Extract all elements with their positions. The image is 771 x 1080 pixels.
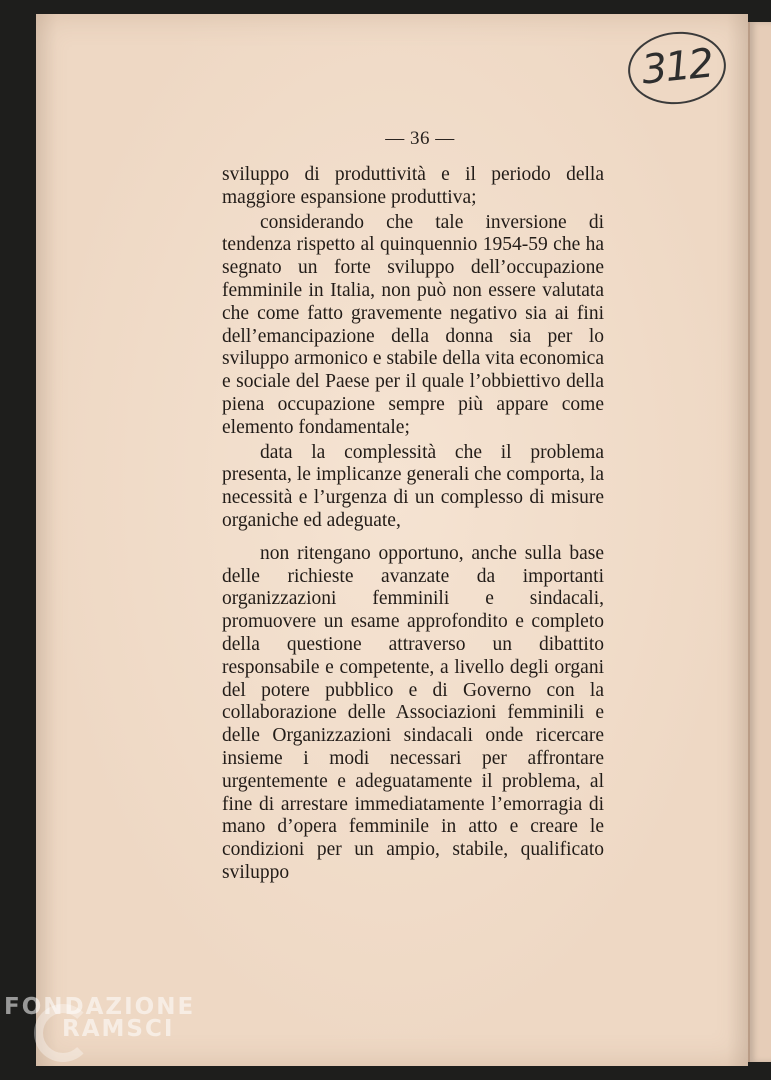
page-number: — 36 — bbox=[385, 128, 455, 149]
next-page-edge bbox=[748, 22, 771, 1062]
watermark-g-mark bbox=[34, 1004, 92, 1062]
archive-number-stamp: 312 bbox=[625, 27, 730, 109]
paragraph-2: considerando che tale inversione di tendenza rispetto al quinquennio 1954-59 che ha segnato un forte sviluppo dell’occupazione femminile in Italia, non può non essere valutata che come fatto gravemente negativo sia ai fini dell’emancipazione della donna sia per lo sviluppo armonico e stabile della vita economica e sociale del Paese per il quale l’obbiettivo della piena occupazione sempre più appare come elemento fondamentale; bbox=[222, 211, 604, 438]
watermark-line-1: FONDAZIONE bbox=[4, 994, 196, 1020]
watermark-logo bbox=[4, 996, 195, 1041]
watermark-line-2: RAMSCI bbox=[62, 1016, 175, 1042]
body-text bbox=[222, 164, 604, 885]
paragraph-4: non ritengano opportuno, anche sulla base delle richieste avanzate da importanti organizzazioni femminili e sindacali, promuovere un esame approfondito e completo della questione attraverso un dibattito responsabile e competente, a livello degli organi del potere pubblico e di Governo con la collaborazione delle Associazioni femminili e delle Organizzazioni sindacali onde ricercare insieme i modi necessari per affrontare urgentemente e adeguatamente il problema, al fine di arrestare immediatamente l’emorragia di mano d’opera femminile in atto e creare le condizioni per un ampio, stabile, qualificato sviluppo bbox=[222, 542, 604, 883]
paragraph-3: data la complessità che il problema presenta, le implicanze generali che comporta, la necessità e l’urgenza di un complesso di misure organiche ed adeguate, bbox=[222, 441, 604, 531]
paragraph-1: sviluppo di produttività e il periodo della maggiore espansione produttiva; bbox=[222, 164, 604, 208]
